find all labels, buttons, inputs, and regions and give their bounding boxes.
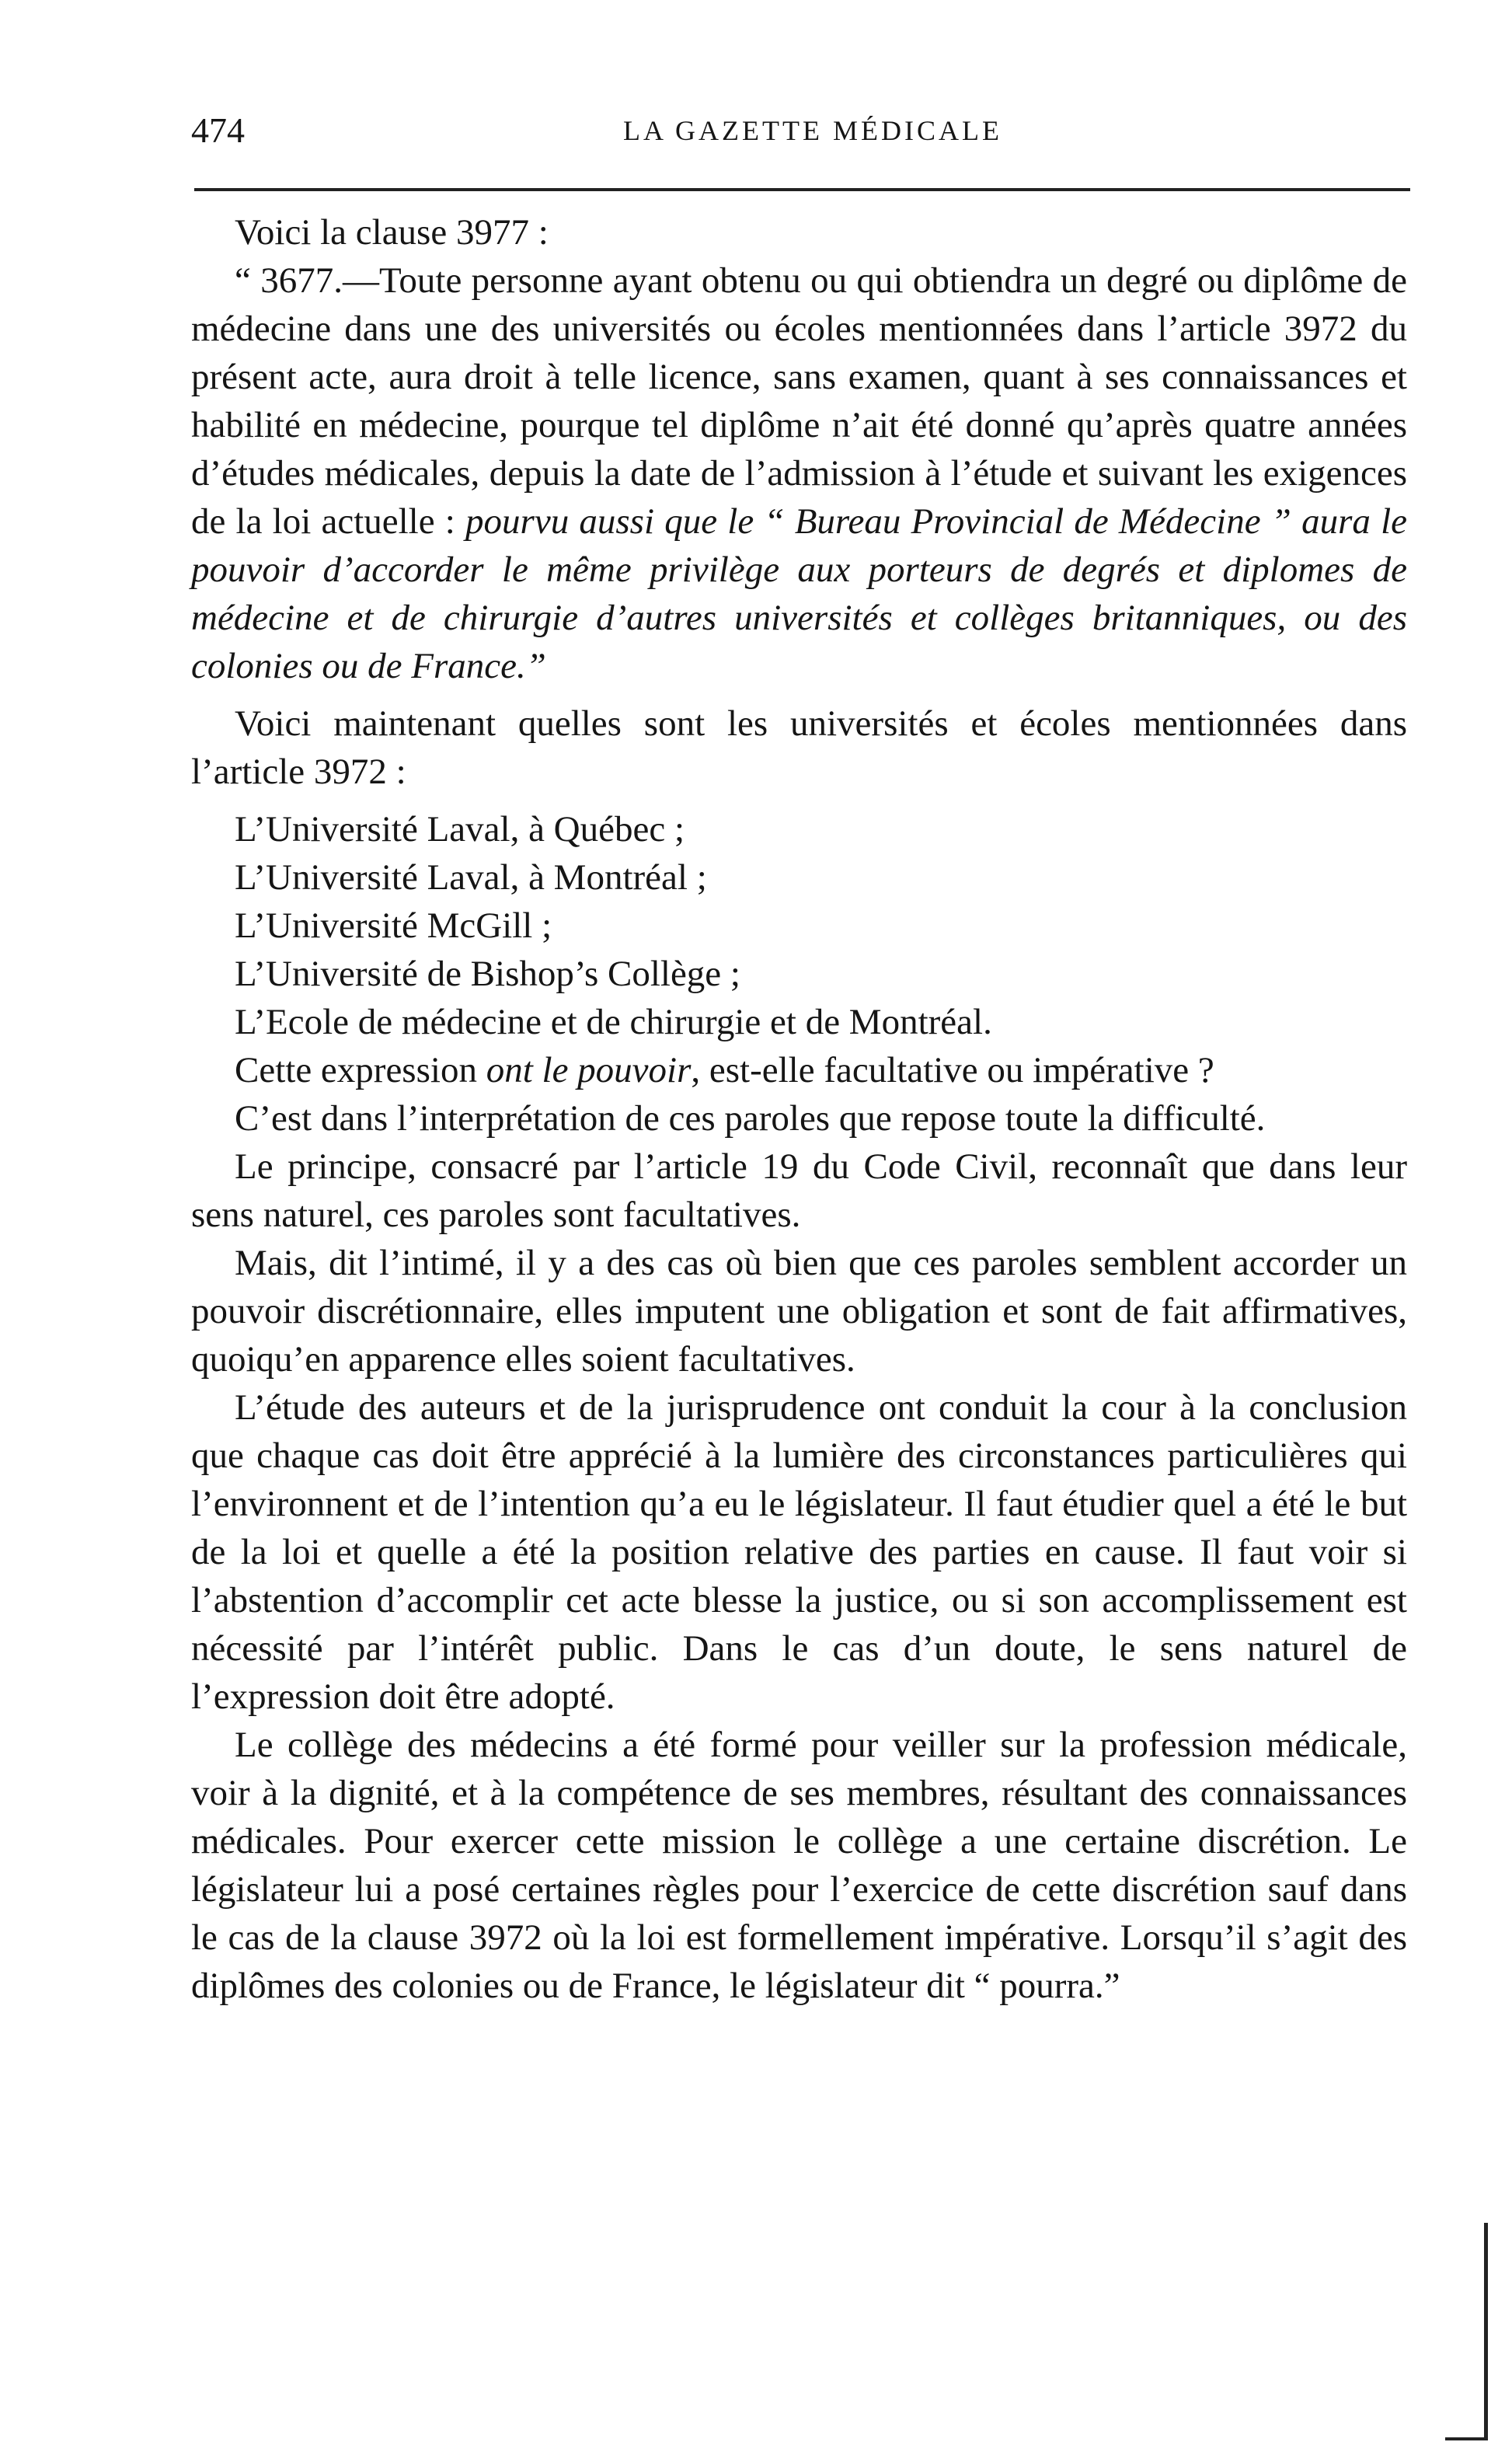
- paragraph-principe: Le principe, consacré par l’article 19 du Code Civil, reconnaît que dans leur sens naturel, ces paroles sont facultatives.: [191, 1146, 1407, 1235]
- list-item: L’Université de Bishop’s Collège ;: [235, 954, 740, 994]
- article-body: [191, 208, 1407, 2010]
- universities-list: [191, 805, 1407, 1046]
- paragraph-college: Le collège des médecins a été formé pour veiller sur la profession médicale, voir à la dignité, et à la compétence de ses membres, résultant des connaissances médicales. Pour exercer cette mission le collège a une certaine discrétion. Le législateur lui a posé certaines règles pour l’exercice de cette discrétion sauf dans le cas de la clause 3972 où la loi est formellement impérative. Lorsqu’il s’agit des diplômes des colonies ou de France, le législateur dit “ pourra.”: [191, 1725, 1407, 2006]
- paragraph-etude: L’étude des auteurs et de la jurisprudence ont conduit la cour à la conclusion que chaque cas doit être apprécié à la lumière des circonstances particulières qui l’environnent et de l’intention qu’a eu le législateur. Il faut étudier quel a été le but de la loi et quelle a été la position relative des parties en cause. Il faut voir si l’abstention d’accomplir cet acte blesse la justice, ou si son accomplissement est nécessité par l’intérêt public. Dans le cas d’un doute, le sens naturel de l’expression doit être adopté.: [191, 1387, 1407, 1717]
- journal-title: LA GAZETTE MÉDICALE: [623, 115, 1002, 146]
- header-rule: [194, 188, 1410, 191]
- question-paragraph: [191, 1046, 1407, 1094]
- question-before: Cette expression: [235, 1050, 486, 1090]
- list-item: L’Université Laval, à Montréal ;: [235, 857, 707, 898]
- paragraph-intime: Mais, dit l’intimé, il y a des cas où bien que ces paroles semblent accorder un pouvoir discrétionnaire, elles imputent une obligation et sont de fait affirmatives, quoiqu’en apparence elles soient facultatives.: [191, 1243, 1407, 1380]
- list-item: L’Ecole de médecine et de chirurgie et de Montréal.: [235, 1002, 992, 1042]
- scan-edge-line: [1484, 2223, 1488, 2440]
- clause-quote-text: “ 3677.—Toute personne ayant obtenu ou qui obtiendra un degré ou diplôme de médecine dans une des universités ou écoles mentionnées dans l’article 3972 du présent acte, aura droit à telle licence, sans examen, quant à ses connaissances et habilité en médecine, pourque tel diplôme n’ait été donné qu’après quatre années d’études médicales, depuis la date de l’admission à l’étude et suivant les exigences de la loi actuelle :: [191, 260, 1407, 542]
- paragraph-difficulte: C’est dans l’interprétation de ces paroles que repose toute la difficulté.: [235, 1098, 1266, 1139]
- running-head: [191, 99, 1403, 162]
- list-item: L’Université McGill ;: [235, 905, 552, 946]
- question-after: , est-elle facultative ou impérative ?: [691, 1050, 1214, 1090]
- clause-intro: Voici la clause 3977 :: [235, 212, 549, 253]
- clause-quote-italic: pourvu aussi que le “ Bureau Provincial de Médecine ” aura le pouvoir d’accorder le même privilège aux porteurs de degrés et diplomes de médecine et de chirurgie d’autres universités et collèges britanniques, ou des colonies ou de France.”: [191, 501, 1408, 686]
- page-number: 474: [191, 110, 245, 150]
- list-intro: Voici maintenant quelles sont les universités et écoles mentionnées dans l’article 3972 :: [191, 703, 1407, 792]
- clause-quote: [191, 256, 1407, 690]
- scan-edge-corner: [1445, 2437, 1487, 2440]
- question-italic: ont le pouvoir: [486, 1050, 692, 1090]
- list-item: L’Université Laval, à Québec ;: [235, 809, 685, 849]
